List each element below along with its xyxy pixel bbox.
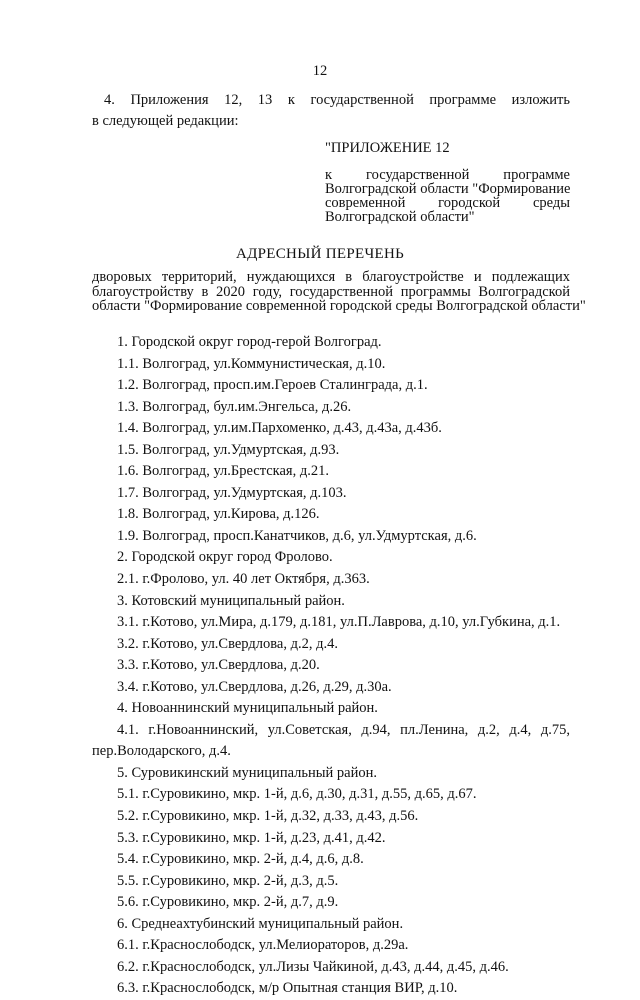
appendix-line: современной городской среды bbox=[325, 195, 570, 211]
appendix-title: "ПРИЛОЖЕНИЕ 12 bbox=[325, 140, 450, 156]
list-item: 1.2. Волгоград, просп.им.Героев Сталинграда, д.1. bbox=[117, 377, 428, 394]
subheading-line: дворовых территорий, нуждающихся в благоустройстве и подлежащих bbox=[92, 269, 570, 285]
list-item: 5.5. г.Суровикино, мкр. 2-й, д.3, д.5. bbox=[117, 872, 339, 889]
list-item: 5.3. г.Суровикино, мкр. 1-й, д.23, д.41, д.42. bbox=[117, 829, 386, 846]
list-item: 3.1. г.Котово, ул.Мира, д.179, д.181, ул.П.Лаврова, д.10, ул.Губкина, д.1. bbox=[117, 614, 561, 631]
subheading-line: области "Формирование современной городской среды Волгоградской области" bbox=[92, 298, 586, 314]
list-item: 1.1. Волгоград, ул.Коммунистическая, д.10. bbox=[117, 355, 386, 372]
address-list bbox=[0, 332, 640, 1000]
appendix-line: к государственной программе bbox=[325, 167, 570, 183]
list-item: пер.Володарского, д.4. bbox=[92, 743, 231, 760]
list-item: 1.9. Волгоград, просп.Канатчиков, д.6, ул.Удмуртская, д.6. bbox=[117, 527, 477, 544]
list-item: 4.1. г.Новоаннинский, ул.Советская, д.94, пл.Ленина, д.2, д.4, д.75, bbox=[117, 721, 570, 738]
list-item: 1. Городской округ город-герой Волгоград. bbox=[117, 334, 382, 350]
appendix-line: Волгоградской области "Формирование bbox=[325, 181, 571, 197]
list-item: 4. Новоаннинский муниципальный район. bbox=[117, 700, 378, 717]
list-item: 5.2. г.Суровикино, мкр. 1-й, д.32, д.33, д.43, д.56. bbox=[117, 808, 419, 825]
list-item: 6.1. г.Краснослободск, ул.Мелиораторов, д.29а. bbox=[117, 937, 409, 954]
list-item: 2. Городской округ город Фролово. bbox=[117, 549, 333, 566]
list-item: 6. Среднеахтубинский муниципальный район. bbox=[117, 915, 404, 932]
list-item: 1.5. Волгоград, ул.Удмуртская, д.93. bbox=[117, 441, 340, 458]
page-number: 12 bbox=[312, 63, 328, 79]
subheading-line: благоустройству в 2020 году, государственной программы Волгоградской bbox=[92, 283, 570, 300]
list-item: 5.1. г.Суровикино, мкр. 1-й, д.6, д.30, д.31, д.55, д.65, д.67. bbox=[117, 786, 477, 803]
intro-line-1: 4. Приложения 12, 13 к государственной программе изложить bbox=[104, 92, 570, 108]
appendix-caption bbox=[325, 168, 570, 224]
list-item: 2.1. г.Фролово, ул. 40 лет Октября, д.363. bbox=[117, 571, 370, 588]
list-item: 3. Котовский муниципальный район. bbox=[117, 592, 345, 609]
intro-line-2: в следующей редакции: bbox=[92, 113, 239, 129]
list-item: 3.3. г.Котово, ул.Свердлова, д.20. bbox=[117, 657, 320, 674]
list-item: 1.6. Волгоград, ул.Брестская, д.21. bbox=[117, 463, 329, 480]
document-heading: АДРЕСНЫЙ ПЕРЕЧЕНЬ bbox=[235, 246, 405, 262]
list-item: 5.6. г.Суровикино, мкр. 2-й, д.7, д.9. bbox=[117, 894, 339, 911]
list-item: 1.8. Волгоград, ул.Кирова, д.126. bbox=[117, 506, 320, 523]
list-item: 3.4. г.Котово, ул.Свердлова, д.26, д.29, д.30а. bbox=[117, 678, 392, 695]
list-item: 1.3. Волгоград, бул.им.Энгельса, д.26. bbox=[117, 398, 352, 415]
list-item: 3.2. г.Котово, ул.Свердлова, д.2, д.4. bbox=[117, 635, 338, 652]
list-item: 5.4. г.Суровикино, мкр. 2-й, д.4, д.6, д.8. bbox=[117, 851, 364, 868]
list-item: 6.3. г.Краснослободск, м/р Опытная станция ВИР, д.10. bbox=[117, 980, 458, 997]
appendix-line: Волгоградской области" bbox=[325, 209, 475, 225]
list-item: 5. Суровикинский муниципальный район. bbox=[117, 764, 377, 781]
list-item: 1.7. Волгоград, ул.Удмуртская, д.103. bbox=[117, 484, 347, 501]
list-item: 6.2. г.Краснослободск, ул.Лизы Чайкиной, д.43, д.44, д.45, д.46. bbox=[117, 958, 509, 975]
list-item: 1.4. Волгоград, ул.им.Пархоменко, д.43, д.43а, д.43б. bbox=[117, 420, 442, 437]
document-subheading bbox=[92, 269, 586, 314]
